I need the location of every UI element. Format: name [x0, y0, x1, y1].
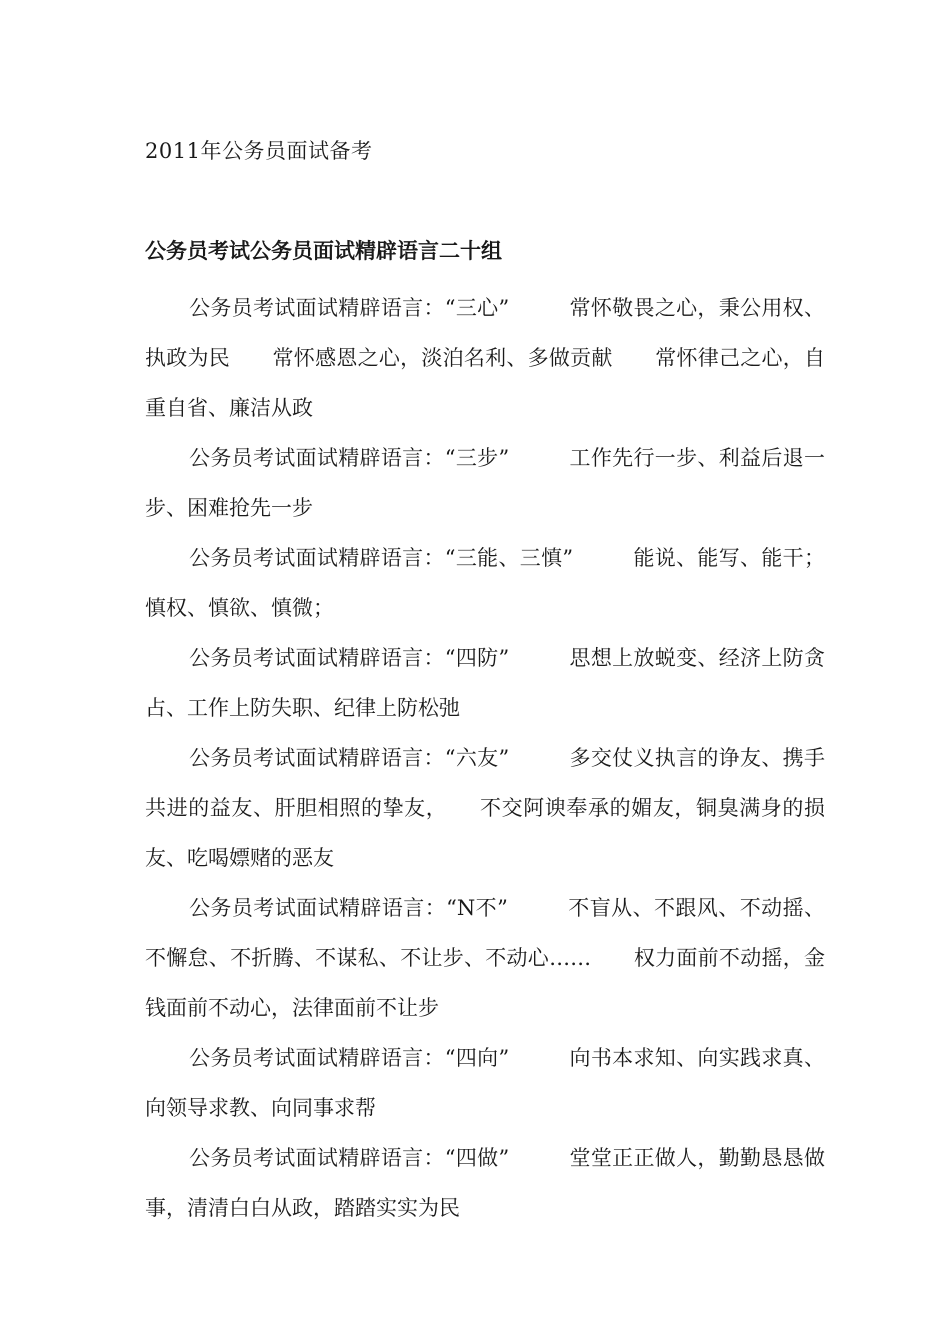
entry-content: 堂堂正正做人，勤勤恳恳做事，清清白白从政，踏踏实实为民	[145, 1146, 825, 1220]
entry-paragraph	[145, 733, 825, 883]
entry-label: 公务员考试面试精辟语言：“四防”	[189, 646, 510, 670]
document-header: 2011年公务员面试备考	[145, 139, 373, 163]
entry-paragraph	[145, 1133, 825, 1233]
entry-content: 不盲从、不跟风、不动摇、不懈怠、不折腾、不谋私、不让步、不动心…… 权力面前不动摇，金钱面前不动心，法律面前不让步	[145, 896, 826, 1020]
entry-content: 向书本求知、向实践求真、向领导求教、向同事求帮	[145, 1046, 825, 1120]
entry-label: 公务员考试面试精辟语言：“三能、三慎”	[189, 546, 574, 570]
entry-label: 公务员考试面试精辟语言：“三步”	[189, 446, 510, 470]
entry-paragraph	[145, 1033, 825, 1133]
entry-label: 公务员考试面试精辟语言：“N不”	[189, 896, 508, 920]
entry-paragraph	[145, 433, 825, 533]
entry-label: 公务员考试面试精辟语言：“四做”	[189, 1146, 510, 1170]
entry-content: 能说、能写、能干；慎权、慎欲、慎微；	[145, 546, 825, 620]
entry-content: 常怀敬畏之心，秉公用权、执政为民 常怀感恩之心，淡泊名利、多做贡献 常怀律己之心，自重自省、廉洁从政	[145, 296, 825, 420]
entry-paragraph	[145, 533, 825, 633]
entry-paragraph	[145, 633, 825, 733]
entry-content: 多交仗义执言的诤友、携手共进的益友、肝胆相照的挚友， 不交阿谀奉承的媚友，铜臭满身的损友、吃喝嫖赌的恶友	[145, 746, 825, 870]
entry-list	[145, 283, 825, 1233]
entry-label: 公务员考试面试精辟语言：“三心”	[189, 296, 510, 320]
entry-content: 思想上放蜕变、经济上防贪占、工作上防失职、纪律上防松弛	[145, 646, 825, 720]
entry-label: 公务员考试面试精辟语言：“四向”	[189, 1046, 510, 1070]
entry-paragraph	[145, 283, 825, 433]
document-title: 公务员考试公务员面试精辟语言二十组	[145, 239, 502, 263]
entry-content: 工作先行一步、利益后退一步、困难抢先一步	[145, 446, 825, 520]
entry-label: 公务员考试面试精辟语言：“六友”	[189, 746, 510, 770]
entry-paragraph	[145, 883, 825, 1033]
